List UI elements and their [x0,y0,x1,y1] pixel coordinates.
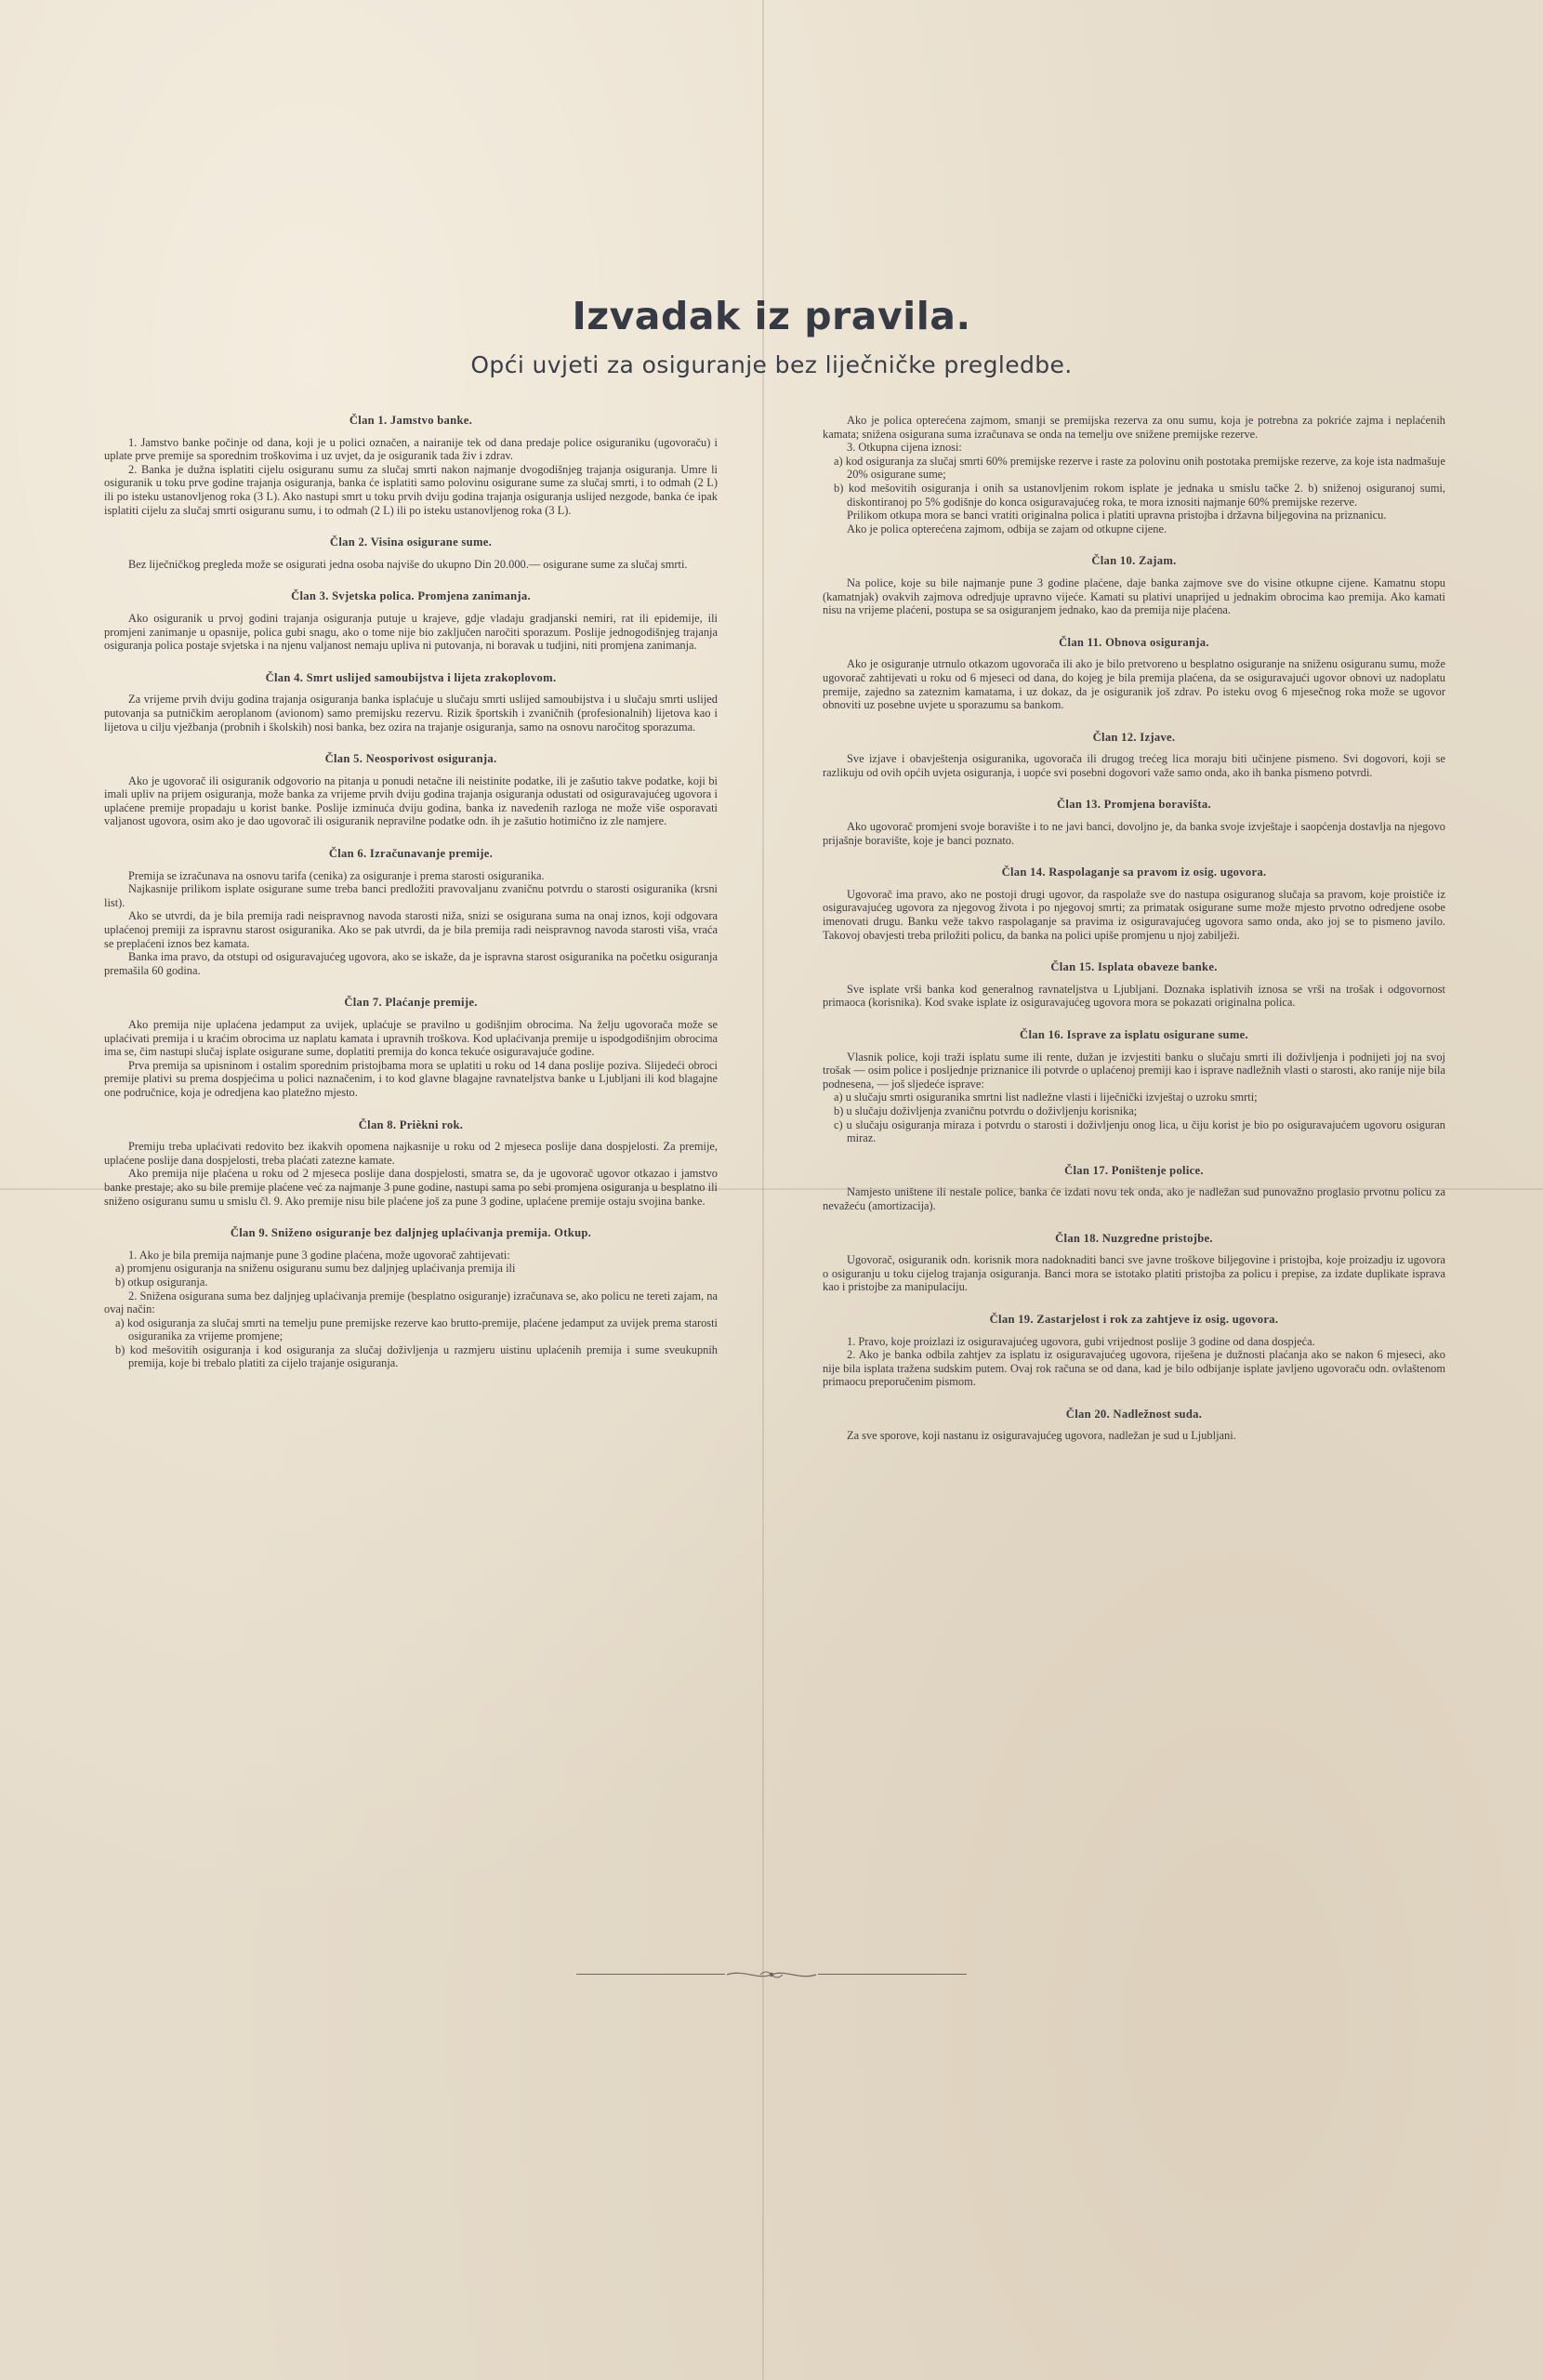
document-header [0,294,1543,378]
paragraph: Ako premija nije plaćena u roku od 2 mjeseca poslije dana dospjelosti, smatra se, da je ugovorač ugovor otkazao i jamstvo banke prestaje; ako su bile premije plaćene već za najmanje 3 pune godine, nastupi sama po sebi promjena osiguranja u besplatno ili sniženo osiguranu sumu u smislu čl. 9. Ako premije nisu bile plaćene još za pune 3 godine, uplaćene premije ostaju svojina banke. [104,1167,718,1208]
paragraph: Ako je polica opterećena zajmom, smanji se premijska rezerva za onu sumu, koja je potrebna za pokriće zajma i neplaćenih kamata; snižena osigurana suma izračunava se onda na temelju ove snižene premijske rezerve. [823,414,1445,441]
paragraph: 2. Sniženа osigurana suma bez daljnjeg uplaćivanja premije (besplatno osiguranje) izračunava se, ako policu ne tereti zajam, na ovaj način: [104,1289,718,1316]
article-title: Član 10. Zajam. [1091,554,1177,568]
article-title: Član 5. Neosporivost osiguranja. [324,752,497,766]
article-title: Član 11. Obnova osiguranja. [1059,635,1209,649]
paragraph: Premija se izračunava na osnovu tarifa (cenika) za osiguranje i prema starosti osiguranika. [128,868,545,882]
paragraph: Ako je polica opterećena zajmom, odbija se zajam od otkupne cijene. [847,522,1167,536]
ornament-rule-right [818,1974,967,1975]
document-subtitle: Opći uvjeti za osiguranje bez liječničke pregledbe. [470,351,1073,378]
list-item: b) kod mešovitih osiguranja i kod osiguranja za slučaj doživljenja u razmjeru uistinu uplaćenih premija i sume sveukupnih premija, koje bi trebalo platiti za cijelo trajanje osiguranja. [115,1342,718,1370]
paragraph: Prilikom otkupa mora se banci vratiti originalna polica i platiti upravna pristojba i državna biljegovina na priznanicu. [847,509,1387,522]
paragraph: Premiju treba uplaćivati redovito bez ikakvih opomena najkasnije u roku od 2 mjeseca poslije dana dospjelosti. Za premije, uplaćene poslije dana dospjelosti, treba plaćati zatezne kamate. [104,1140,718,1167]
paragraph: Banka ima pravo, da otstupi od osiguravajućeg ugovora, ako se iskaže, da je ispravna starost osiguranika na početku osiguranja premašila 60 godina. [104,950,718,977]
paragraph: Ugovorač ima pravo, ako ne postoji drugi ugovor, da raspolaže sve do nastupa osiguranog slučaja sa pravom, koje proističe iz osiguravajućeg ugovora za njegovog života i po njegovoj smrti; za primatak osigurane sume može mjesto prvotno odredjene osobe imenovati drugu. Banku veže takvo raspolaganje sa pravima iz osiguravajućeg ugovora samo onda, ako joj se to pismeno javilo. Takovoj obavjesti treba priložiti policu, da banka na polici upiše promjenu u njoj zabilježi. [823,887,1445,942]
paragraph: Ako je ugovorač ili osiguranik odgovorio na pitanja u ponudi netačne ili neistinite podatke, ili je zašutio takve podatke, koji bi imali upliv na prijem osiguranja, može banka za vrijeme prvih dviju godina trajanja osiguranja odustati od osiguravajućeg ugovora i uplaćene premije propadaju u korist banke. Poslije izminuća dviju godina, banka iz navedenih razloga ne može više osporavati valjanost ugovora, osim ako je dao ugovorač ili osiguranik nepravilne podatke odn. ih je zašutio hotimično iz zle namjere. [104,774,718,828]
article-title: Član 19. Zastarjelost i rok za zahtjeve iz osig. ugovora. [989,1312,1279,1326]
article-title: Član 2. Visina osigurane sume. [329,536,493,549]
right-column [823,414,1445,1443]
left-column [104,414,718,1370]
paragraph: Sve izjave i obavještenja osiguranika, ugovorača ili drugog trećeg lica moraju biti učinjene pismeno. Svi dogovori, koji se razlikuju od ovih općih uvjeta osiguranja, i uopće svi posebni dogovori važe samo onda, ako ih banka pismeno potvrdi. [823,752,1445,779]
article-title: Član 12. Izjave. [1092,730,1176,744]
article-title: Član 18. Nuzgredne pristojbe. [1055,1231,1213,1245]
paragraph: Najkasnije prilikom isplate osigurane sume treba banci predložiti pravovaljanu zvaničnu potvrdu o starosti osiguranika (krsni list). [104,882,718,909]
paragraph: Ugovorač, osiguranik odn. korisnik mora nadoknaditi banci sve javne troškove biljegovine i pristojba, koje proizadju iz ugovora o osiguranju u toku cijelog trajanja osiguranja. Banci mora se istotako platiti pristojba za policu i prepise, za izdate duplikate isprava kao i pristojbe za manipulaciju. [823,1253,1445,1294]
list-item: c) u slučaju osiguranja miraza i potvrdu o starosti i doživljenju onog lica, u čiju korist je bio po osiguravajućem ugovoru osiguran miraz. [834,1117,1445,1145]
article-title: Član 20. Nadležnost suda. [1065,1407,1203,1421]
article-title: Član 9. Sniženo osiguranje bez daljnjeg uplaćivanja premija. Otkup. [230,1226,592,1240]
paragraph: Za vrijeme prvih dviju godina trajanja osiguranja banka isplaćuje u slučaju smrti uslijed samoubijstva i u slučaju smrti uslijed putovanja sa putničkim aeroplanom (avionom) samo premijsku rezervu. Rizik športskih i zvaničnih (profesionalnih) lijetova kao i lijetova u cilju vježbanja (probnih i školskih) nosi banka, bez ozira na trajanje osiguranja, samo na osnovu naročitog sporazuma. [104,693,718,734]
article-title: Član 1. Jamstvo banke. [349,414,473,427]
paragraph: Za sve sporove, koji nastanu iz osiguravajućeg ugovora, nadležan je sud u Ljubljani. [847,1429,1236,1443]
paragraph: Namjesto uništene ili nestale police, banka će izdati novu tek onda, ako je nadležan sud punovažno proglasio prvotnu policu za nevažeću (amortizacija). [823,1185,1445,1212]
article-title: Član 13. Promjena boravišta. [1057,798,1211,812]
article-title: Član 7. Plaćanje premije. [344,996,478,1010]
paragraph: 3. Otkupna cijena iznosi: [847,441,962,455]
article-title: Član 4. Smrt uslijed samoubijstva i lijeta zrakoplovom. [265,670,557,684]
document-title: Izvadak iz pravila. [572,294,971,338]
list-item: b) kod mešovitih osiguranja i onih sa ustanovljenim rokom isplate je jednaka u smislu tačke 2. b) sniženoj osiguranoj sumi, diskontiranoj po 5% godišnje do konca osiguravajućeg roka, te mora iznositi najmanje 60% premijske rezerve. [834,481,1445,509]
list-item: b) u slučaju doživljenja zvaničnu potvrdu o doživljenju korisnika; [834,1104,1138,1117]
paragraph: Ako je osiguranje utrnulo otkazom ugovorača ili ako je bilo pretvoreno u besplatno osiguranje na sniženu osiguranu sumu, može ugovorač zahtijevati u roku od 6 mjeseci od dana, do kojeg je bila premija plaćena, da se osiguravajući ugovor obnovi uz nadoplatu premije, zajedno sa zateznim kamatama, i uz dokaz, da je osiguranik još zdrav. Po isteku ovog 6 mjesečnog roka može se ugovor obnoviti uz posebne uvjete u sporazumu sa bankom. [823,657,1445,712]
list-item: a) kod osiguranja za slučaj smrti 60% premijske rezerve i raste za polovinu onih postotaka premijske rezerve, za koje ista nadmašuje 20% osigurane sume; [834,454,1445,482]
article-title: Član 3. Svjetska polica. Promjena zanimanja. [291,589,531,603]
list-item: a) u slučaju smrti osiguranika smrtni list nadležne vlasti i liječnički izvještaj o uzroku smrti; [834,1091,1258,1104]
paragraph: 1. Pravo, koje proizlazi iz osiguravajućeg ugovora, gubi vrijednost poslije 3 godine od dana dospjeća. [847,1334,1315,1348]
paragraph: Vlasnik police, koji traži isplatu sume ili rente, dužan je izvjestiti banku o slučaju smrti ili doživljenja i podnijeti joj na svoj trošak — osim police i posljednje priznanice ili potvrde o uplaćenoj premiji kao i isprave nadležnih vlasti o starosti, ako ranije nije bila podnesena, — još sljedeće isprave: [823,1050,1445,1091]
article-title: Član 15. Isplata obaveze banke. [1050,960,1218,974]
paragraph: Ako se utvrdi, da je bila premija radi neispravnog navoda starosti niža, snizi se osigurana suma na onaj iznos, koji odgovara uplaćenoj premiji za ispravnu starost osiguranika. Ako se pak utvrdi, da je bila premija radi neispravnog navoda starosti viša, vraća se preplaćeni iznos bez kamata. [104,909,718,950]
paragraph: 2. Ako je banka odbila zahtjev za isplatu iz osiguravajućeg ugovora, riješena je dužnosti plaćanja ako se nakon 6 mjeseci, ako nije bila isplata tražena sudskim putem. Ovaj rok računa se od dana, kad je bilo odbijanje isplate javljeno ugovoraču odn. ovlaštenom primaocu preporučenim pismom. [823,1348,1445,1389]
article-title: Član 17. Poništenje police. [1064,1163,1204,1177]
paragraph: Ako osiguranik u prvoj godini trajanja osiguranja putuje u krajeve, gdje vladaju gradjanski nemiri, rat ili epidemije, ili promjeni zanimanje u opasnije, polica gubi snagu, ako o tome nije bio zaključen naročiti sporazum. Poslije jednogodišnjeg trajanja osiguranja polica postaje svjetska i na njenu valjanost nemaju upliva ni putovanja, ni boravak u tudjini, niti promjena zanimanja. [104,611,718,653]
paragraph: 1. Ako je bila premija najmanje pune 3 godine plaćena, može ugovorač zahtijevati: [128,1248,510,1262]
article-title: Član 6. Izračunavanje premije. [328,847,494,861]
paragraph: 2. Banka je dužna isplatiti cijelu osiguranu sumu za slučaj smrti nakon najmanje dvogodišnjeg trajanja osiguranja. Umre li osiguranik u toku prve godine trajanja osiguranja, banka će isplatiti samo polovinu osigurane sume za slučaj smrti, i to odmah (2 L) ili po isteku ustanovljenog roka (3 L). Ako nastupi smrt u toku prvih dviju godina trajanja osiguranja uslijed nezgode, banka će ipak isplatiti cijelu za slučaj smrti osiguranu sumu, i to odmah (2 L) ili po isteku ustanovljenog roka (3 L). [104,462,718,517]
article-title: Član 14. Raspolaganje sa pravom iz osig. ugovora. [1001,866,1267,879]
article-title: Član 8. Prièkni rok. [358,1117,464,1131]
paragraph: Prva premija sa upisninom i ostalim sporednim pristojbama mora se uplatiti u roku od 14 dana poslije poziva. Slijedeći obroci premije plativi su prema dospjećima u polici naznačenim, i to kod glavne blagajne ravnateljstva banke u Ljubljani ili kod blagajne one područnice, koja je odredjena kao platežno mjesto. [104,1058,718,1099]
paragraph: 1. Jamstvo banke počinje od dana, koji je u polici označen, a nairanije tek od dana predaje police osiguraniku (ugovoraču) i uplate prve premije sa sporednim troškovima i uz uvjet, da je osiguranik tada živ i zdrav. [104,435,718,463]
paragraph: Na police, koje su bile najmanje pune 3 godine plaćene, daje banka zajmove sve do visine otkupne cijene. Kamatnu stopu (kamatnjak) ovakvih zajmova odredjuje upravno vijeće. Kamati su plativi unaprijed u jednakim obrocima kao premija. Ako kamati nisu na vrijeme plaćeni, postupa se sa osiguranjem jednako, kao da premija nije plaćena. [823,575,1445,617]
list-item: b) otkup osiguranja. [115,1275,208,1289]
ornament-rule-left [576,1974,725,1975]
paragraph: Ako premija nije uplaćena jedamput za uvijek, uplaćuje se pravilno u godišnjim obrocima. Na želju ugovorača može se uplaćivati premija i u kraćim obrocima uz naplatu kamata i upravnih troškova. Kod uplaćivanja premije u ispodgodišnjim obrocima ima se, čim nastupi slučaj isplate osigurane sume, doplatiti premija do konca tekuće osiguravajuće godine. [104,1018,718,1059]
article-title: Član 16. Isprave za isplatu osigurane sume. [1020,1028,1248,1041]
ornament-flourish [725,1967,818,1982]
list-item: a) promjenu osiguranja na sniženu osiguranu sumu bez daljnjeg uplaćivanja premija ili [115,1262,516,1276]
paragraph: Bez liječničkog pregleda može se osigurati jedna osoba najviše do ukupno Din 20.000.— osigurane sume za slučaj smrti. [128,557,688,571]
paragraph: Ako ugovorač promjeni svoje boravište i to ne javi banci, dovoljno je, da banka svoje izvještaje i saopćenja dostavlja na njegovo prijašnje boravište, koje je banci poznato. [823,820,1445,847]
list-item: a) kod osiguranja za slučaj smrti na temelju pune premijske rezerve kao brutto-premije, plaćene jedamput za uvijek prema starosti osiguranika za vrijeme promjene; [115,1316,718,1343]
paragraph: Sve isplate vrši banka kod generalnog ravnateljstva u Ljubljani. Doznaka isplativih iznosa se vrši na trošak i odgovornost primaoca (korisnika). Kod svake isplate iz osiguravajućeg ugovora mora se pokazati originalna polica. [823,982,1445,1010]
